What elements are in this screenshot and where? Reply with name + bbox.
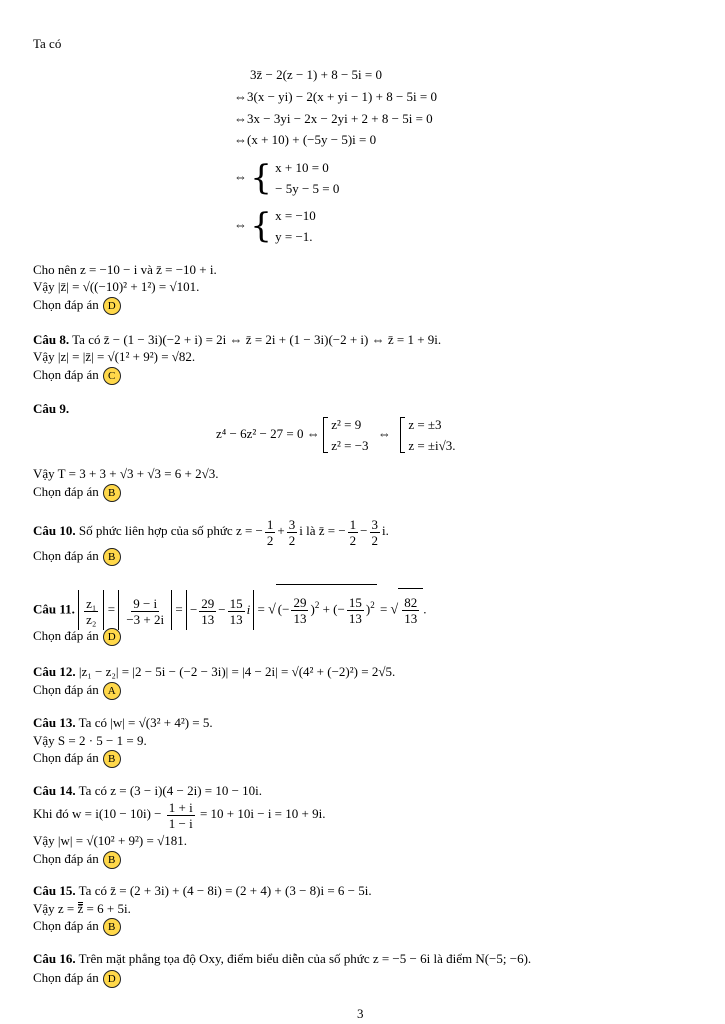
chon-label: Chọn đáp án: [33, 367, 99, 382]
chon-label: Chọn đáp án: [33, 628, 99, 643]
numerator: 15: [348, 594, 362, 610]
equals: =: [379, 601, 388, 617]
answer-q13: [33, 750, 121, 768]
q9-a1: z² = 9: [331, 417, 362, 433]
abs-fraction: [118, 590, 172, 630]
q14-text: [33, 783, 262, 799]
q16-label: Câu 16.: [33, 951, 76, 966]
denominator: 2: [288, 532, 296, 548]
fraction: [167, 800, 195, 831]
denominator: z₂: [86, 611, 97, 627]
numerator: 9 − i: [133, 595, 158, 611]
vay-q9: Vậy T = 3 + 3 + √3 + √3 = 6 + 2√3.: [33, 466, 219, 481]
answer-badge: B: [103, 484, 121, 502]
answer-q12: [33, 682, 121, 700]
answer-badge: C: [103, 367, 121, 385]
numerator: 1 + i: [168, 799, 193, 815]
q9-b1: z = ±3: [408, 417, 442, 433]
numerator: 29: [201, 595, 215, 611]
q11-equation: [33, 584, 426, 630]
q14-body: Ta có z = (3 − i)(4 − 2i) = 10 − 10i.: [78, 783, 263, 798]
denominator: −3 + 2i: [126, 611, 165, 627]
answer-badge: B: [103, 548, 121, 566]
fraction: [265, 517, 276, 548]
conclusion-q7: Cho nên z = −10 − i và z̄ = −10 + i.: [33, 262, 217, 277]
eq7-line1: 3z̄ − 2(z − 1) + 8 − 5i = 0: [250, 67, 382, 82]
q10-part2: +: [277, 523, 285, 538]
system2-line-a: x = −10: [275, 208, 316, 224]
vay-q15-part3: = 6 + 5i.: [86, 901, 131, 916]
answer-q7: [33, 297, 121, 315]
answer-q10: [33, 548, 121, 566]
numerator: 29: [293, 594, 307, 610]
q9-set-a: [331, 414, 368, 456]
q10-part4: −: [360, 523, 368, 538]
exponent: 2: [370, 600, 375, 610]
abs-value: [186, 590, 254, 630]
q9-label: Câu 9.: [33, 401, 70, 416]
fraction: [84, 596, 98, 627]
eq7-system1: [234, 155, 339, 199]
system2-lines: [275, 205, 316, 247]
fraction: [402, 595, 419, 626]
q12-text: [33, 664, 395, 680]
denominator: 2: [266, 532, 274, 548]
vay-q14: Vậy |w| = √(10² + 9²) = √181.: [33, 833, 187, 848]
q9-a2: z² = −3: [331, 438, 369, 454]
vay-q7: Vậy |z̄| = √((−10)² + 1²) = √101.: [33, 279, 200, 294]
answer-q15: [33, 918, 121, 936]
sqrt-icon: √: [390, 602, 399, 618]
q10-text: [33, 514, 389, 548]
chon-label: Chọn đáp án: [33, 548, 99, 563]
vay-q13: Vậy S = 2 · 5 − 1 = 9.: [33, 733, 147, 748]
numerator: 3: [288, 516, 296, 532]
fraction: [348, 517, 359, 548]
answer-badge: B: [103, 918, 121, 936]
answer-badge: B: [103, 750, 121, 768]
q10-part5: i.: [382, 523, 389, 538]
fraction: [347, 595, 364, 626]
numerator: 82: [404, 594, 418, 610]
answer-badge: D: [103, 970, 121, 988]
answer-q14: [33, 851, 121, 869]
double-conjugate: z̄: [77, 901, 84, 916]
chon-label: Chọn đáp án: [33, 918, 99, 933]
eq7-line3: ⇔3x − 3yi − 2x − 2yi + 2 + 8 − 5i = 0: [234, 111, 433, 126]
fraction: [291, 595, 308, 626]
system1-line-b: − 5y − 5 = 0: [275, 181, 340, 197]
q12-label: Câu 12.: [33, 664, 76, 679]
answer-q9: [33, 484, 121, 502]
vay-q8: Vậy |z| = |z̄| = √(1² + 9²) = √82.: [33, 349, 196, 364]
sqrt-icon: √: [268, 602, 276, 618]
denominator: 13: [348, 610, 362, 626]
denominator: 13: [201, 611, 215, 627]
q15-body: Ta có z̄ = (2 + 3i) + (4 − 8i) = (2 + 4) + (3 − 8)i = 6 − 5i.: [78, 883, 372, 898]
answer-badge: D: [103, 628, 121, 646]
q8-text: [33, 332, 441, 348]
equiv-arrow: ⇔: [377, 426, 391, 441]
eq7-line2: ⇔3(x − yi) − 2(x + yi − 1) + 8 − 5i = 0: [234, 89, 437, 104]
q14-khi-part2: = 10 + 10i − i = 10 + 9i.: [199, 806, 326, 821]
q11-label: Câu 11.: [33, 601, 75, 617]
answer-badge: B: [103, 851, 121, 869]
q10-label: Câu 10.: [33, 523, 76, 538]
minus: −: [218, 602, 226, 618]
q14-khi-part1: Khi đó w = i(10 − 10i) −: [33, 806, 162, 821]
q10-part3: i là z̄ = −: [299, 523, 346, 538]
eq7-line4: ⇔(x + 10) + (−5y − 5)i = 0: [234, 132, 377, 147]
equals: =: [257, 601, 265, 617]
bracket-icon: [323, 417, 328, 453]
q14-khi: [33, 799, 325, 831]
q9-equation: [216, 414, 456, 456]
q12-body: |z₁ − z₂| = |2 − 5i − (−2 − 3i)| = |4 − 2i| = √(4² + (−2)²) = 2√5.: [78, 664, 396, 679]
denominator: 13: [293, 610, 307, 626]
denominator: 13: [404, 610, 418, 626]
answer-q16: [33, 970, 121, 988]
chon-label: Chọn đáp án: [33, 484, 99, 499]
numerator: 3: [371, 516, 379, 532]
eq7-system2: [234, 203, 316, 247]
left-brace-icon: {: [250, 158, 272, 199]
q8-label: Câu 8.: [33, 332, 70, 347]
answer-badge: A: [103, 682, 121, 700]
denominator: 1 − i: [168, 815, 193, 831]
system1-lines: [275, 157, 339, 199]
minus: −: [282, 601, 290, 617]
q9-b2: z = ±i√3.: [408, 438, 456, 454]
chon-label: Chọn đáp án: [33, 297, 99, 312]
fraction: [370, 517, 381, 548]
q13-label: Câu 13.: [33, 715, 76, 730]
equals: =: [175, 601, 183, 617]
period: .: [423, 601, 427, 617]
page-number: 3: [357, 1006, 364, 1021]
q9-set-b: [408, 414, 455, 456]
q13-body: Ta có |w| = √(3² + 4²) = 5.: [78, 715, 213, 730]
left-brace-icon: {: [250, 206, 272, 247]
numerator: 1: [266, 516, 274, 532]
answer-badge: D: [103, 297, 121, 315]
numerator: 1: [349, 516, 357, 532]
imag-unit: i: [246, 602, 251, 618]
minus: −: [189, 602, 198, 618]
denominator: 2: [371, 532, 379, 548]
q15-text: [33, 883, 372, 899]
bracket-icon: [400, 417, 405, 453]
chon-label: Chọn đáp án: [33, 750, 99, 765]
minus: −: [337, 601, 345, 617]
equiv-arrow: ⇔: [234, 169, 247, 184]
denominator: 2: [349, 532, 357, 548]
intro-text: Ta có: [33, 36, 62, 51]
system2-line-b: y = −1.: [275, 229, 313, 245]
equals: =: [107, 601, 116, 617]
q16-text: [33, 951, 531, 967]
chon-label: Chọn đáp án: [33, 851, 99, 866]
vay-q15-part1: Vậy z =: [33, 901, 75, 916]
answer-q8: [33, 367, 121, 385]
fraction: [199, 596, 216, 627]
q14-label: Câu 14.: [33, 783, 76, 798]
denominator: 13: [229, 611, 243, 627]
q8-body: Ta có z̄ − (1 − 3i)(−2 + i) = 2i ⇔ z̄ = 2i + (1 − 3i)(−2 + i) ⇔ z̄ = 1 + 9i.: [72, 332, 442, 347]
numerator: 15: [229, 595, 243, 611]
answer-q11: [33, 628, 121, 646]
system1-line-a: x + 10 = 0: [275, 160, 329, 176]
fraction: [124, 596, 166, 627]
chon-label: Chọn đáp án: [33, 970, 99, 985]
exponent: 2: [314, 600, 320, 610]
q15-label: Câu 15.: [33, 883, 76, 898]
fraction: [287, 517, 298, 548]
q9-lhs: z⁴ − 6z² − 27 = 0 ⇔: [216, 426, 320, 441]
radicand: [398, 588, 423, 629]
numerator: z₁: [86, 595, 97, 611]
q13-text: [33, 715, 213, 731]
q10-part1: Số phức liên hợp của số phức z = −: [78, 523, 263, 538]
vay-q15: [33, 901, 131, 917]
q16-body: Trên mặt phẳng tọa độ Oxy, điểm biểu diễn của số phức z = −5 − 6i là điểm N(−5; −6).: [78, 951, 532, 966]
abs-ratio: [78, 590, 104, 630]
chon-label: Chọn đáp án: [33, 682, 99, 697]
plus: +: [322, 601, 330, 617]
fraction: [228, 596, 245, 627]
radicand: (− $\frac{29}{13}$ )$^2$ + (− $\frac{15}{13}$ )$^2$: [276, 584, 377, 629]
equiv-arrow: ⇔: [234, 217, 247, 232]
